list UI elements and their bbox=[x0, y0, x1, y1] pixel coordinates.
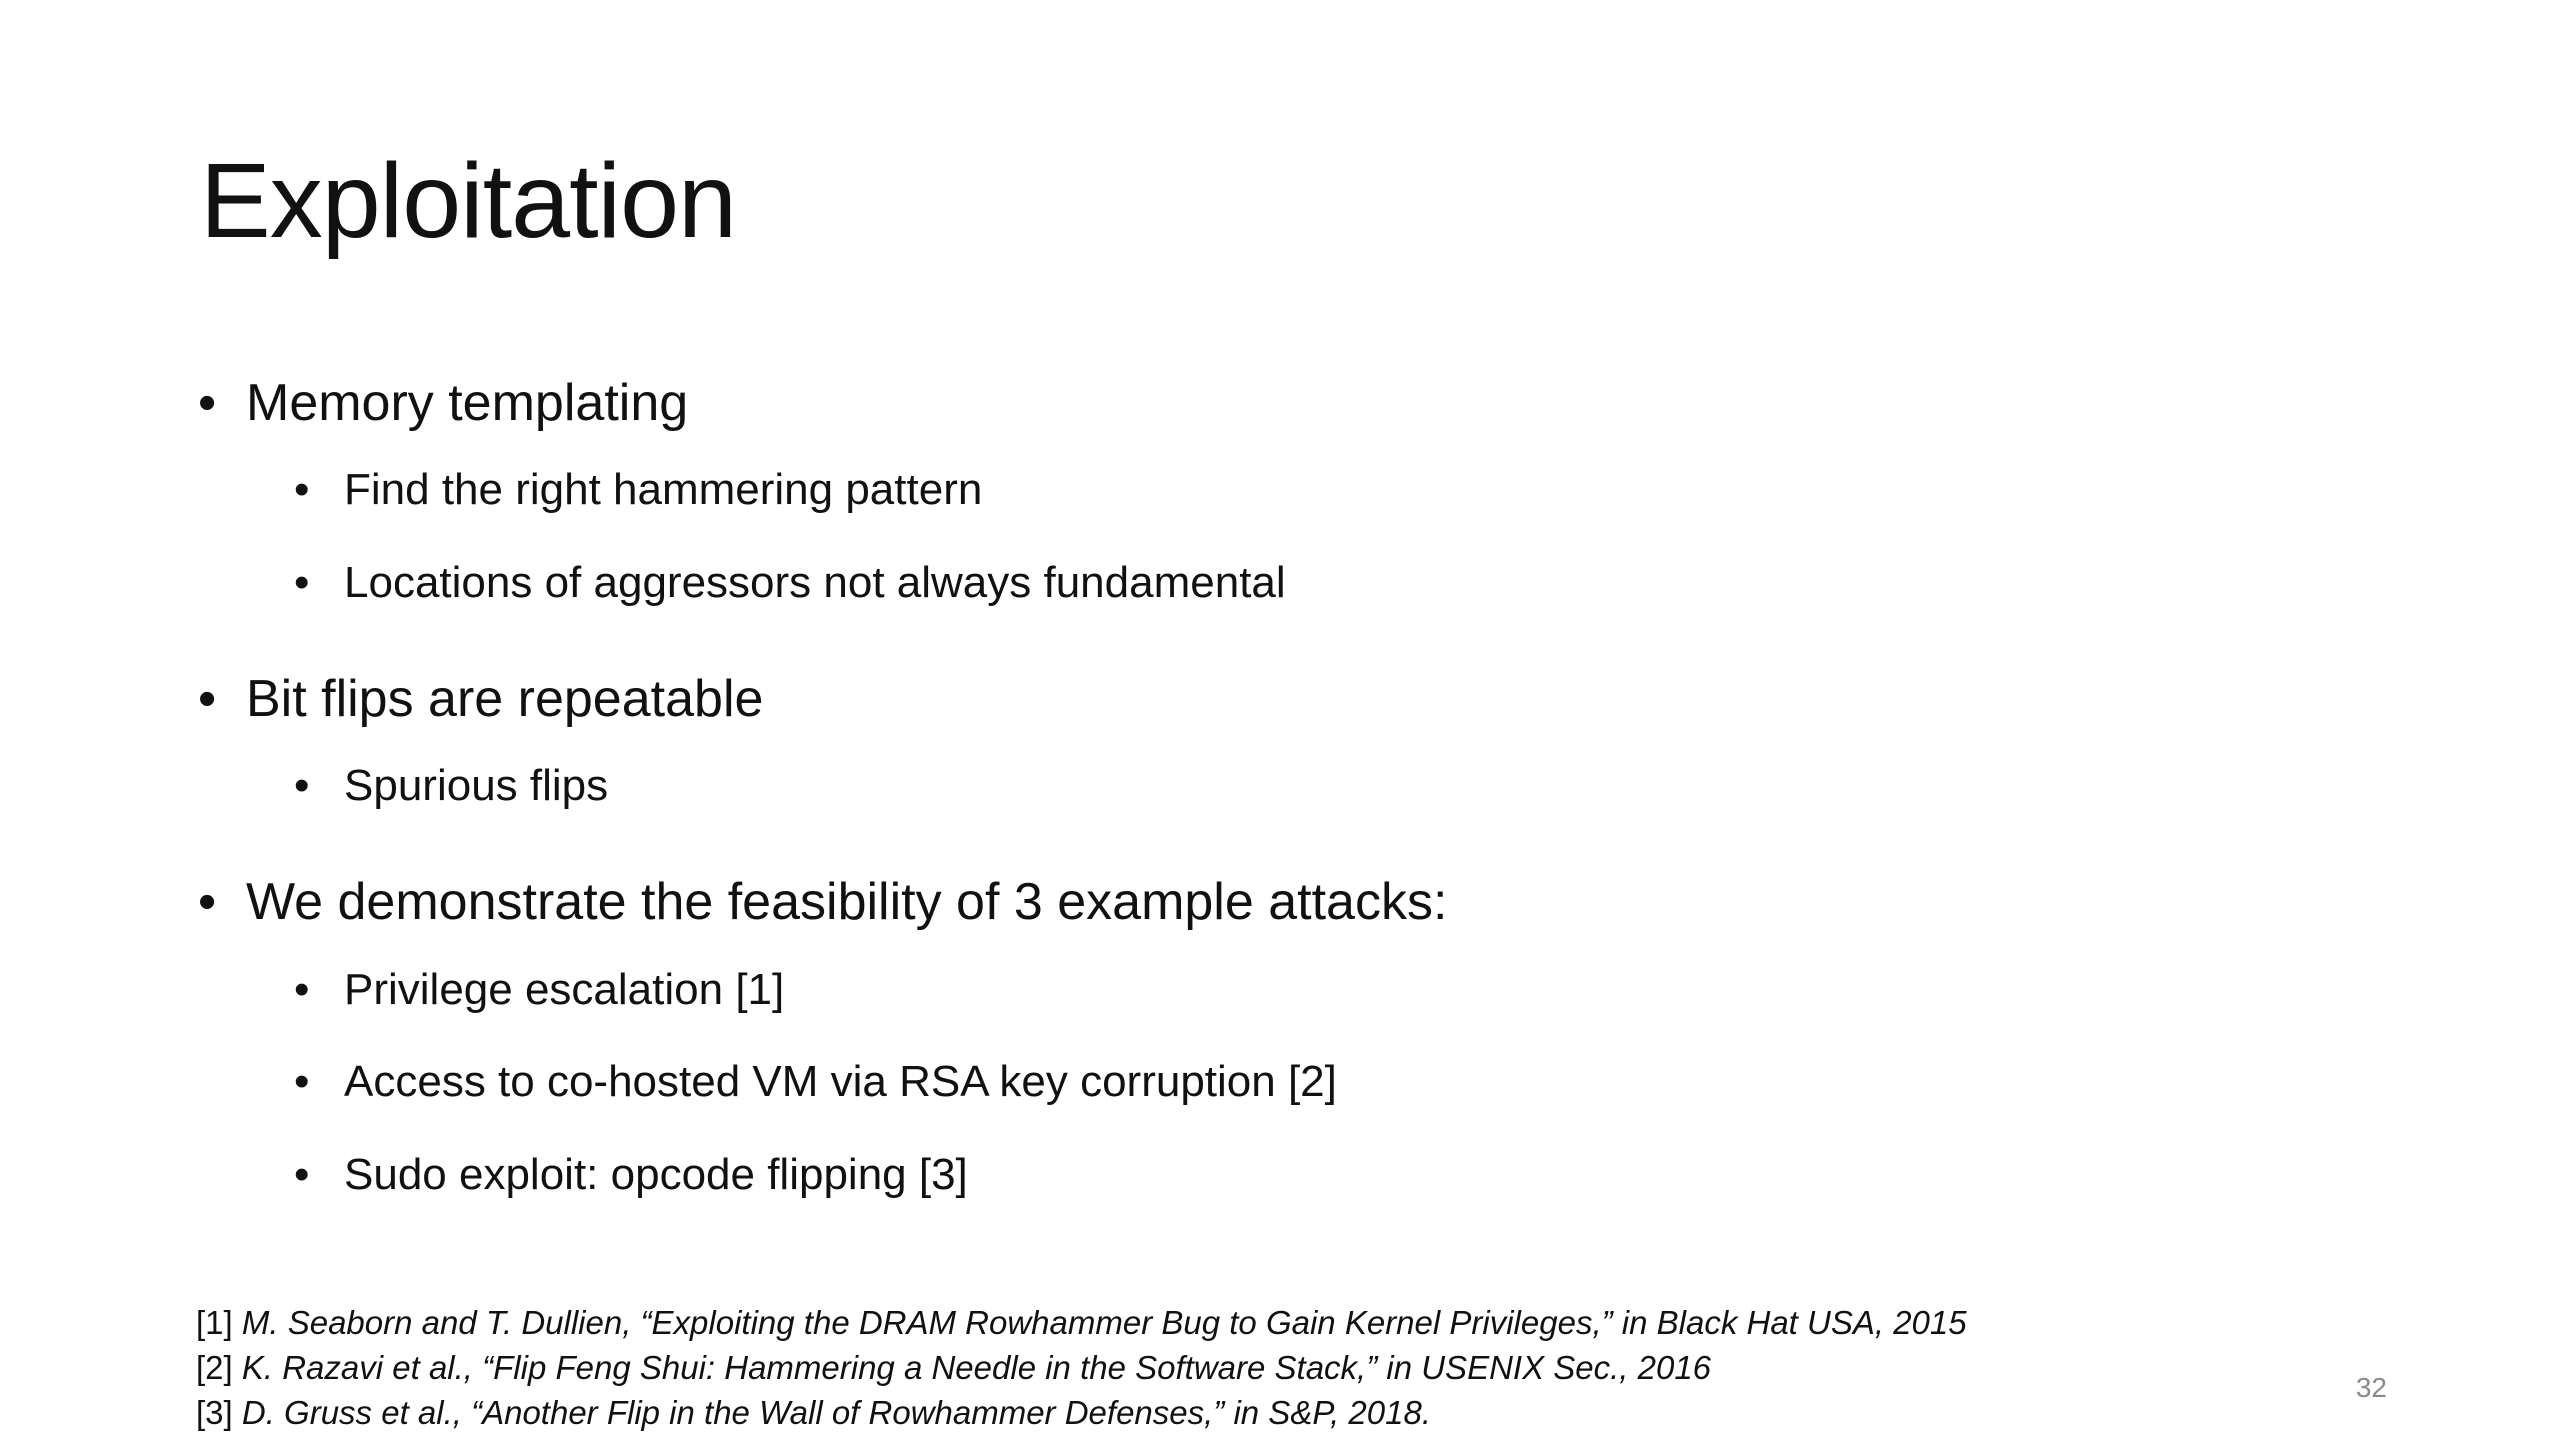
slide-title: Exploitation bbox=[200, 142, 737, 260]
reference-item bbox=[196, 1345, 1967, 1390]
reference-number: [3] bbox=[196, 1394, 233, 1431]
bullet-dot-icon: • bbox=[198, 669, 217, 728]
bullet-bit-flips bbox=[198, 668, 2298, 730]
bullet-dot-icon: • bbox=[198, 374, 217, 432]
bullet-memory-templating bbox=[198, 372, 2298, 434]
bullet-list bbox=[198, 372, 2298, 1202]
sub-bullet bbox=[198, 1056, 2298, 1109]
sub-bullet bbox=[198, 1149, 2298, 1202]
bullet-dot-icon: • bbox=[294, 964, 310, 1014]
reference-citation: M. Seaborn and T. Dullien, “Exploiting the DRAM Rowhammer Bug to Gain Kernel Privileges,” in Black Hat USA, 2015 bbox=[241, 1304, 1967, 1341]
sub-bullet-text: Locations of aggressors not always fundamental bbox=[344, 558, 1286, 608]
sub-bullet-text: Access to co-hosted VM via RSA key corruption [2] bbox=[344, 1057, 1337, 1107]
bullet-dot-icon: • bbox=[294, 558, 310, 608]
sub-bullet-text: Spurious flips bbox=[344, 761, 609, 811]
reference-citation: D. Gruss et al., “Another Flip in the Wall of Rowhammer Defenses,” in S&P, 2018. bbox=[241, 1394, 1432, 1431]
references bbox=[196, 1300, 1967, 1435]
reference-item bbox=[196, 1390, 1967, 1435]
sub-bullet bbox=[198, 760, 2298, 813]
sub-bullet bbox=[198, 557, 2298, 610]
reference-number: [2] bbox=[196, 1349, 233, 1386]
bullet-attacks bbox=[198, 871, 2298, 933]
sub-bullet-text: Find the right hammering pattern bbox=[344, 465, 983, 515]
reference-citation: K. Razavi et al., “Flip Feng Shui: Hammering a Needle in the Software Stack,” in USENIX Sec., 2016 bbox=[241, 1349, 1712, 1386]
sub-bullet bbox=[198, 964, 2298, 1017]
bullet-dot-icon: • bbox=[294, 761, 310, 811]
sub-bullet-text: Sudo exploit: opcode flipping [3] bbox=[344, 1150, 968, 1200]
page-number: 32 bbox=[2355, 1372, 2387, 1403]
bullet-text: Bit flips are repeatable bbox=[246, 669, 764, 728]
bullet-text: We demonstrate the feasibility of 3 example attacks: bbox=[246, 873, 1448, 932]
reference-item bbox=[196, 1300, 1967, 1345]
bullet-dot-icon: • bbox=[294, 465, 310, 515]
bullet-dot-icon: • bbox=[198, 873, 217, 932]
reference-number: [1] bbox=[196, 1304, 233, 1341]
sub-bullet-text: Privilege escalation [1] bbox=[344, 964, 785, 1014]
bullet-text: Memory templating bbox=[246, 374, 689, 432]
bullet-dot-icon: • bbox=[294, 1150, 310, 1200]
bullet-dot-icon: • bbox=[294, 1057, 310, 1107]
sub-bullet bbox=[198, 464, 2298, 517]
